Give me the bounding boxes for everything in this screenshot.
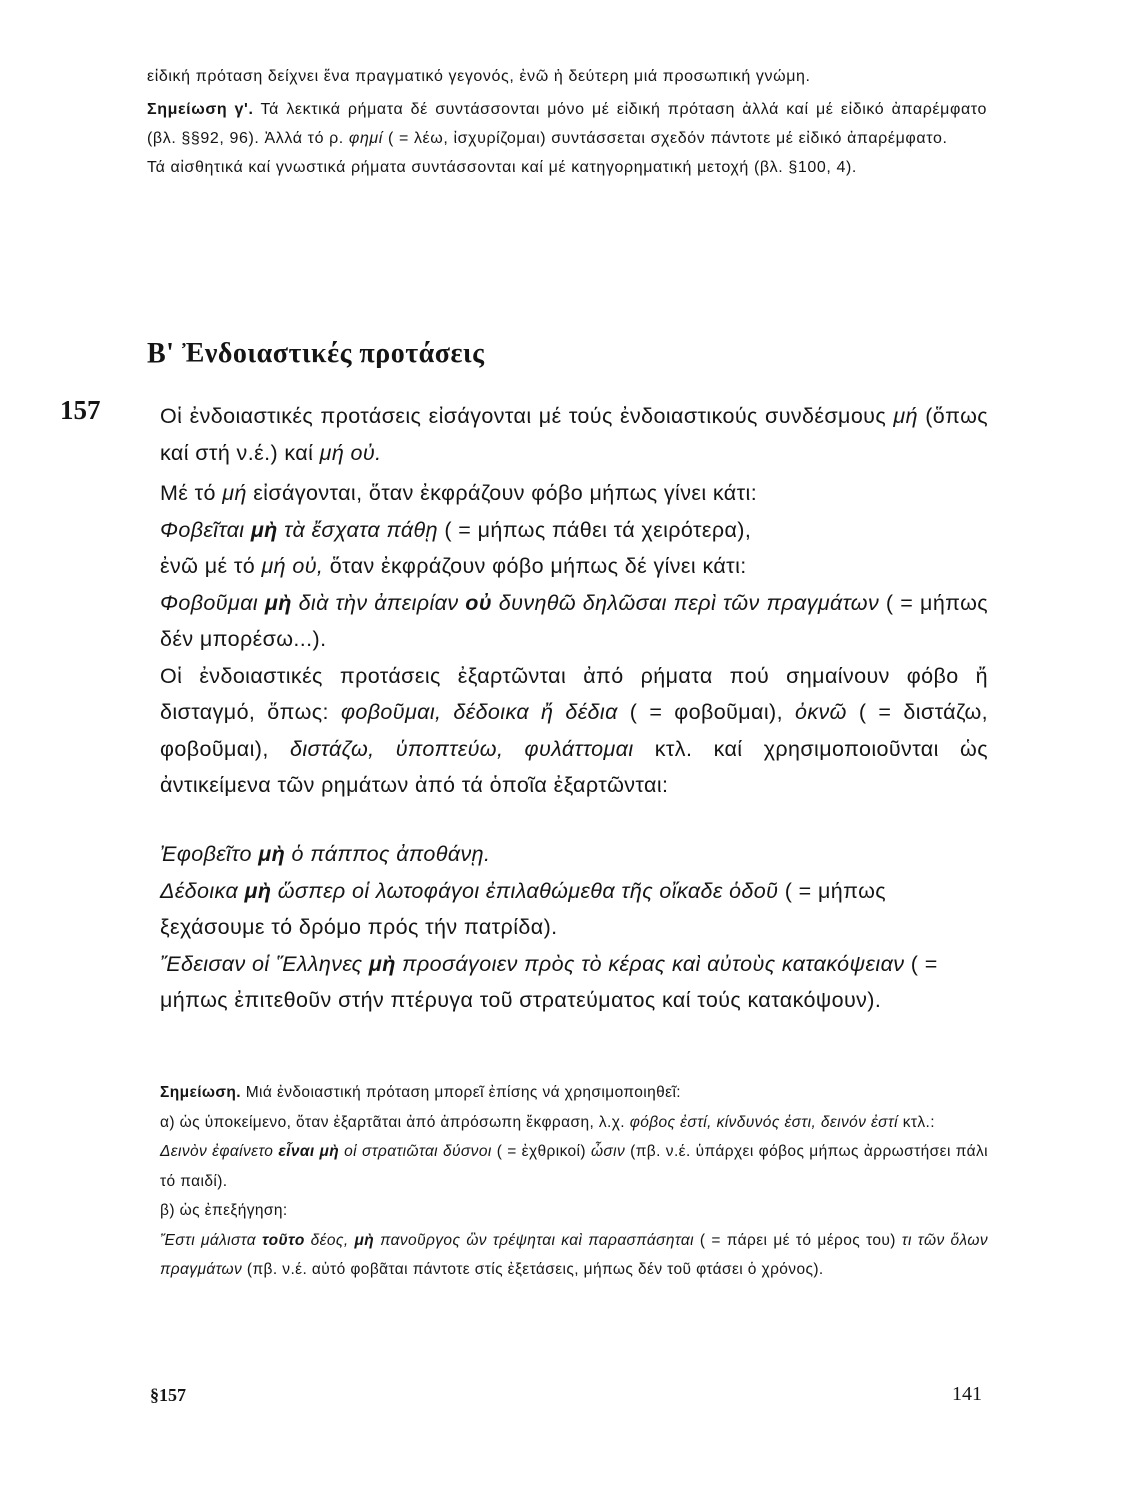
note-block	[160, 1078, 988, 1285]
note-a-example: Δεινὸν ἐφαίνετο εἶναι μὴ οἱ στρατιῶται δύσνοι ( = ἐχθρικοί) ὦσιν (πβ. ν.έ. ὑπάρχει φόβος μήπως ἀρρωστήσει πάλι τό παιδί).	[160, 1143, 988, 1190]
section-heading: Β' Ἐνδοιαστικές προτάσεις	[147, 338, 485, 369]
intro-line: εἰδική πρόταση δείχνει ἕνα πραγματικό γεγονός, ἐνῶ ἡ δεύτερη μιά προσωπική γνώμη.	[147, 68, 811, 85]
example-2: Δέδοικα μὴ ὥσπερ οἱ λωτοφάγοι ἐπιλαθώμεθα τῆς οἴκαδε ὁδοῦ ( = μήπως ξεχάσουμε τό δρόμο πρός τήν πατρίδα).	[160, 878, 887, 939]
note-b-example: Ἔστι μάλιστα τοῦτο δέος, μὴ πανοῦργος ὢν τρέψηται καὶ παρασπάσηται ( = πάρει μέ τό μέρος του) τι τῶν ὅλων πραγμάτων (πβ. ν.έ. αὐτό φοβᾶται πάντοτε στίς ἐξετάσεις, μήπως δέν τοῦ φτάσει ὁ χρόνος).	[160, 1231, 988, 1278]
intro-block	[147, 62, 987, 182]
note-gamma-label: Σημείωση γ'.	[147, 101, 254, 118]
note-intro: Σημείωση. Μιά ἐνδοιαστική πρόταση μπορεῖ ἐπίσης νά χρησιμοποιηθεῖ:	[160, 1084, 682, 1101]
page-number: 141	[952, 1383, 982, 1405]
main-text	[160, 398, 988, 804]
note-gamma: Σημείωση γ'. Τά λεκτικά ρήματα δέ συντάσσονται μόνο μέ εἰδική πρόταση ἀλλά καί μέ εἰδικό ἀπαρέμφατο (βλ. §§92, 96). Ἀλλά τό ρ. φημί ( = λέω, ἰσχυρίζομαι) συντάσσεται σχεδόν πάντοτε μέ εἰδικό ἀπαρέμφατο.	[147, 101, 987, 147]
example-1: Ἐφοβεῖτο μὴ ὁ πάππος ἀποθάνῃ.	[160, 842, 491, 866]
paragraph-2: Μέ τό μή εἰσάγονται, ὅταν ἐκφράζουν φόβο μήπως γίνει κάτι: Φοβεῖται μὴ τὰ ἔσχατα πάθῃ ( = μήπως πάθει τά χειρότερα), ἐνῶ μέ τό μή οὐ, ὅταν ἐκφράζουν φόβο μήπως δέ γίνει κάτι: Φοβοῦμαι μὴ διὰ τὴν ἀπειρίαν οὐ δυνηθῶ δηλῶσαι περὶ τῶν πραγμάτων ( = μήπως δέν μπορέσω...).	[160, 481, 989, 651]
examples-block	[160, 836, 990, 1019]
section-number: 157	[60, 395, 101, 425]
intro-paragraph: Τά αἰσθητικά καί γνωστικά ρήματα συντάσσονται καί μέ κατηγορηματική μετοχή (βλ. §100, 4).	[147, 159, 857, 176]
footer-section: §157	[150, 1385, 186, 1405]
note-a: α) ὡς ὑποκείμενο, ὅταν ἐξαρτᾶται ἀπό ἀπρόσωπη ἔκφραση, λ.χ. φόβος ἐστί, κίνδυνός ἐστι, δεινόν ἐστί κτλ.:	[160, 1113, 935, 1131]
example-3: Ἔδεισαν οἱ Ἕλληνες μὴ προσάγοιεν πρὸς τὸ κέρας καὶ αὐτοὺς κατακόψειαν ( = μήπως ἐπιτεθοῦν στήν πτέρυγα τοῦ στρατεύματος καί τούς κατακόψουν).	[160, 951, 938, 1012]
note-b: β) ὡς ἐπεξήγηση:	[160, 1202, 288, 1219]
paragraph-3: Οἱ ἐνδοιαστικές προτάσεις ἐξαρτῶνται ἀπό ρήματα πού σημαίνουν φόβο ἤ δισταγμό, ὅπως: φοβοῦμαι, δέδοικα ἤ δέδια ( = φοβοῦμαι), ὀκνῶ ( = διστάζω, φοβοῦμαι), διστάζω, ὑποπτεύω, φυλάττομαι κτλ. καί χρησιμοποιοῦνται ὡς ἀντικείμενα τῶν ρημάτων ἀπό τά ὁποῖα ἐξαρτῶνται:	[160, 663, 989, 797]
paragraph-1: Οἱ ἐνδοιαστικές προτάσεις εἰσάγονται μέ τούς ἐνδοιαστικούς συνδέσμους μή (ὅπως καί στή ν.έ.) καί μή οὐ.	[160, 404, 989, 465]
